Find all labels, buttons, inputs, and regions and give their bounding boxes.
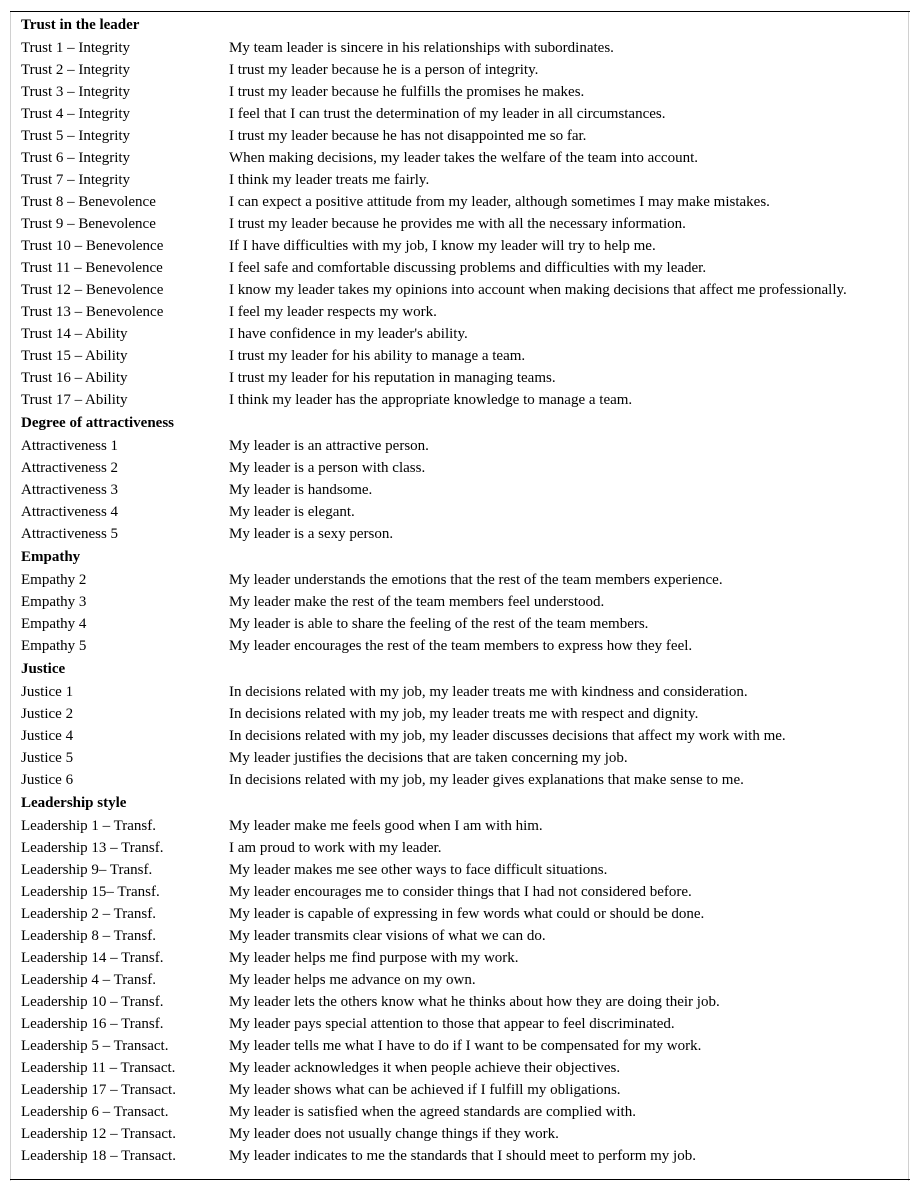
table-row bbox=[11, 569, 908, 591]
table-row bbox=[11, 191, 908, 213]
table-row bbox=[11, 1123, 908, 1145]
section-title: Leadership style bbox=[21, 795, 127, 811]
item-statement: I trust my leader for his ability to manage a team. bbox=[229, 348, 526, 364]
questionnaire-table bbox=[11, 13, 908, 1167]
item-label: Leadership 12 – Transact. bbox=[21, 1126, 176, 1142]
table-row bbox=[11, 435, 908, 457]
table-row bbox=[11, 969, 908, 991]
table-row bbox=[11, 103, 908, 125]
item-label: Empathy 2 bbox=[21, 572, 87, 588]
table-row bbox=[11, 389, 908, 411]
table-row bbox=[11, 681, 908, 703]
item-statement: My leader is elegant. bbox=[229, 504, 355, 520]
item-label: Justice 6 bbox=[21, 772, 74, 788]
table-row bbox=[11, 1035, 908, 1057]
item-statement: My leader is handsome. bbox=[229, 482, 373, 498]
item-label: Empathy 5 bbox=[21, 638, 87, 654]
item-label: Trust 17 – Ability bbox=[21, 392, 128, 408]
item-label: Attractiveness 5 bbox=[21, 526, 119, 542]
table-row bbox=[11, 81, 908, 103]
table-row bbox=[11, 903, 908, 925]
table-row bbox=[11, 59, 908, 81]
item-statement: I know my leader takes my opinions into account when making decisions that affect me professionally. bbox=[229, 282, 847, 298]
item-statement: If I have difficulties with my job, I know my leader will try to help me. bbox=[229, 238, 656, 254]
item-statement: My leader does not usually change things if they work. bbox=[229, 1126, 559, 1142]
table-row bbox=[11, 613, 908, 635]
item-label: Leadership 8 – Transf. bbox=[21, 928, 156, 944]
item-label: Justice 2 bbox=[21, 706, 74, 722]
item-label: Attractiveness 1 bbox=[21, 438, 119, 454]
item-label: Trust 10 – Benevolence bbox=[21, 238, 164, 254]
item-statement: My leader understands the emotions that the rest of the team members experience. bbox=[229, 572, 723, 588]
item-label: Trust 6 – Integrity bbox=[21, 150, 131, 166]
table-row bbox=[11, 213, 908, 235]
item-statement: My leader is satisfied when the agreed standards are complied with. bbox=[229, 1104, 636, 1120]
item-label: Leadership 14 – Transf. bbox=[21, 950, 164, 966]
table-row bbox=[11, 169, 908, 191]
item-label: Attractiveness 4 bbox=[21, 504, 119, 520]
item-statement: My leader helps me find purpose with my work. bbox=[229, 950, 519, 966]
table-row bbox=[11, 279, 908, 301]
table-row bbox=[11, 235, 908, 257]
table-bottom-rule bbox=[10, 1179, 910, 1180]
questionnaire-table-body bbox=[11, 13, 908, 1167]
item-statement: I have confidence in my leader's ability. bbox=[229, 326, 468, 342]
item-statement: My leader make the rest of the team members feel understood. bbox=[229, 594, 605, 610]
table-row bbox=[11, 301, 908, 323]
item-label: Attractiveness 3 bbox=[21, 482, 119, 498]
item-statement: My leader lets the others know what he thinks about how they are doing their job. bbox=[229, 994, 720, 1010]
item-statement: I am proud to work with my leader. bbox=[229, 840, 442, 856]
item-statement: I think my leader has the appropriate knowledge to manage a team. bbox=[229, 392, 633, 408]
item-statement: My leader justifies the decisions that are taken concerning my job. bbox=[229, 750, 628, 766]
table-row bbox=[11, 991, 908, 1013]
table-row bbox=[11, 323, 908, 345]
section-title: Empathy bbox=[21, 549, 81, 565]
item-label: Trust 15 – Ability bbox=[21, 348, 128, 364]
item-label: Leadership 1 – Transf. bbox=[21, 818, 156, 834]
item-label: Trust 2 – Integrity bbox=[21, 62, 131, 78]
item-statement: I feel safe and comfortable discussing problems and difficulties with my leader. bbox=[229, 260, 707, 276]
item-label: Attractiveness 2 bbox=[21, 460, 119, 476]
table-row bbox=[11, 37, 908, 59]
item-statement: My leader is able to share the feeling of the rest of the team members. bbox=[229, 616, 649, 632]
item-label: Justice 4 bbox=[21, 728, 74, 744]
section-header-row bbox=[11, 13, 908, 37]
table-row bbox=[11, 859, 908, 881]
table-row bbox=[11, 1013, 908, 1035]
item-statement: My leader is capable of expressing in few words what could or should be done. bbox=[229, 906, 705, 922]
table-row bbox=[11, 591, 908, 613]
table-row bbox=[11, 747, 908, 769]
table-row bbox=[11, 837, 908, 859]
table-row bbox=[11, 925, 908, 947]
item-label: Leadership 17 – Transact. bbox=[21, 1082, 176, 1098]
item-statement: I trust my leader because he has not disappointed me so far. bbox=[229, 128, 587, 144]
table-row bbox=[11, 479, 908, 501]
item-label: Empathy 4 bbox=[21, 616, 87, 632]
item-statement: My leader shows what can be achieved if I fulfill my obligations. bbox=[229, 1082, 621, 1098]
item-statement: My leader indicates to me the standards that I should meet to perform my job. bbox=[229, 1148, 696, 1164]
item-statement: My team leader is sincere in his relationships with subordinates. bbox=[229, 40, 614, 56]
section-header-row bbox=[11, 411, 908, 435]
item-label: Trust 7 – Integrity bbox=[21, 172, 131, 188]
item-statement: My leader helps me advance on my own. bbox=[229, 972, 476, 988]
section-header-row bbox=[11, 657, 908, 681]
item-statement: I trust my leader because he fulfills the promises he makes. bbox=[229, 84, 585, 100]
item-statement: My leader pays special attention to those that appear to feel discriminated. bbox=[229, 1016, 675, 1032]
item-label: Leadership 9– Transf. bbox=[21, 862, 153, 878]
section-title: Degree of attractiveness bbox=[21, 415, 174, 431]
item-label: Trust 5 – Integrity bbox=[21, 128, 131, 144]
item-statement: My leader transmits clear visions of what we can do. bbox=[229, 928, 546, 944]
item-statement: I feel my leader respects my work. bbox=[229, 304, 437, 320]
table-row bbox=[11, 769, 908, 791]
table-row bbox=[11, 147, 908, 169]
table-row bbox=[11, 815, 908, 837]
item-statement: My leader is a sexy person. bbox=[229, 526, 394, 542]
item-label: Leadership 16 – Transf. bbox=[21, 1016, 164, 1032]
item-statement: In decisions related with my job, my leader gives explanations that make sense to me. bbox=[229, 772, 744, 788]
table-row bbox=[11, 1101, 908, 1123]
table-row bbox=[11, 501, 908, 523]
item-label: Leadership 18 – Transact. bbox=[21, 1148, 176, 1164]
table-row bbox=[11, 635, 908, 657]
item-label: Leadership 11 – Transact. bbox=[21, 1060, 176, 1076]
item-statement: In decisions related with my job, my leader treats me with kindness and consideration. bbox=[229, 684, 748, 700]
item-label: Trust 4 – Integrity bbox=[21, 106, 131, 122]
table-row bbox=[11, 1145, 908, 1167]
item-statement: I trust my leader because he is a person of integrity. bbox=[229, 62, 539, 78]
table-top-rule bbox=[10, 11, 910, 12]
item-label: Leadership 4 – Transf. bbox=[21, 972, 156, 988]
item-statement: I think my leader treats me fairly. bbox=[229, 172, 430, 188]
table-row bbox=[11, 725, 908, 747]
section-title: Trust in the leader bbox=[21, 17, 140, 33]
item-label: Empathy 3 bbox=[21, 594, 87, 610]
item-label: Trust 8 – Benevolence bbox=[21, 194, 156, 210]
item-statement: My leader is a person with class. bbox=[229, 460, 426, 476]
item-label: Trust 9 – Benevolence bbox=[21, 216, 156, 232]
item-label: Justice 1 bbox=[21, 684, 74, 700]
item-statement: In decisions related with my job, my leader treats me with respect and dignity. bbox=[229, 706, 699, 722]
table-row bbox=[11, 125, 908, 147]
item-label: Leadership 5 – Transact. bbox=[21, 1038, 169, 1054]
table-row bbox=[11, 881, 908, 903]
item-label: Trust 11 – Benevolence bbox=[21, 260, 163, 276]
item-statement: My leader make me feels good when I am with him. bbox=[229, 818, 543, 834]
item-statement: My leader encourages the rest of the team members to express how they feel. bbox=[229, 638, 693, 654]
item-statement: My leader encourages me to consider things that I had not considered before. bbox=[229, 884, 692, 900]
item-statement: My leader is an attractive person. bbox=[229, 438, 429, 454]
item-label: Trust 12 – Benevolence bbox=[21, 282, 164, 298]
item-statement: My leader tells me what I have to do if I want to be compensated for my work. bbox=[229, 1038, 702, 1054]
section-header-row bbox=[11, 545, 908, 569]
item-label: Trust 13 – Benevolence bbox=[21, 304, 164, 320]
item-label: Trust 1 – Integrity bbox=[21, 40, 131, 56]
section-title: Justice bbox=[21, 661, 66, 677]
table-row bbox=[11, 947, 908, 969]
item-statement: I trust my leader for his reputation in managing teams. bbox=[229, 370, 556, 386]
table-row bbox=[11, 1057, 908, 1079]
item-statement: I can expect a positive attitude from my leader, although sometimes I may make mistakes. bbox=[229, 194, 770, 210]
section-header-row bbox=[11, 791, 908, 815]
item-label: Leadership 15– Transf. bbox=[21, 884, 160, 900]
item-statement: I trust my leader because he provides me with all the necessary information. bbox=[229, 216, 686, 232]
table-row bbox=[11, 367, 908, 389]
table-row bbox=[11, 457, 908, 479]
item-label: Trust 14 – Ability bbox=[21, 326, 128, 342]
item-statement: When making decisions, my leader takes the welfare of the team into account. bbox=[229, 150, 698, 166]
item-label: Trust 3 – Integrity bbox=[21, 84, 131, 100]
table-row bbox=[11, 345, 908, 367]
item-label: Justice 5 bbox=[21, 750, 74, 766]
item-statement: In decisions related with my job, my leader discusses decisions that affect my work with me. bbox=[229, 728, 786, 744]
table-row bbox=[11, 523, 908, 545]
item-label: Leadership 10 – Transf. bbox=[21, 994, 164, 1010]
table-row bbox=[11, 257, 908, 279]
item-statement: My leader acknowledges it when people achieve their objectives. bbox=[229, 1060, 621, 1076]
item-label: Trust 16 – Ability bbox=[21, 370, 128, 386]
item-label: Leadership 6 – Transact. bbox=[21, 1104, 169, 1120]
item-statement: I feel that I can trust the determination of my leader in all circumstances. bbox=[229, 106, 666, 122]
table-row bbox=[11, 1079, 908, 1101]
item-label: Leadership 13 – Transf. bbox=[21, 840, 164, 856]
table-row bbox=[11, 703, 908, 725]
item-statement: My leader makes me see other ways to face difficult situations. bbox=[229, 862, 608, 878]
item-label: Leadership 2 – Transf. bbox=[21, 906, 156, 922]
